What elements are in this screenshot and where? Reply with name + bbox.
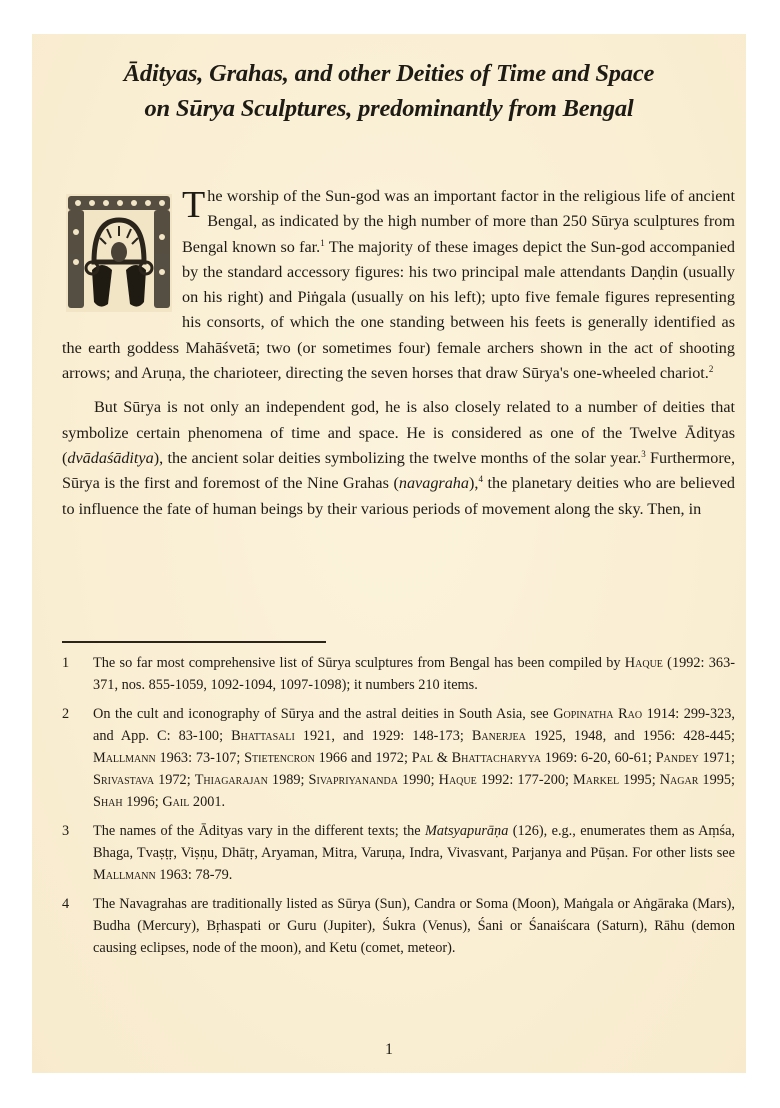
author-citation: Thiagarajan [194, 772, 268, 788]
footnote-text-run: 1921, and 1929: 148-173; [294, 728, 472, 744]
footnote-text-run: 1963: 78-79. [155, 867, 233, 883]
footnote-separator [62, 641, 326, 643]
paragraph-1 [62, 184, 735, 386]
author-citation: Banerjea [471, 728, 526, 744]
paragraph-1-text-cont: The majority of these images depict the Sun-god accompanied by the standard accessory figures: his two principal male attendants Daṇḍin (usually on his right) and Piṅgala (usually on his left); upto five female figures representing his consorts, of which the one standing between his feets is generally identified as the earth goddess Mahāśvetā; two (or sometimes four) female archers shown in the act of shooting arrows; and Aruṇa, the charioteer, directing the seven horses that draw Sūrya's one-wheeled chariot. [62, 237, 735, 383]
book-page [32, 34, 746, 1073]
term-navagraha: navagraha [398, 474, 469, 493]
paragraph-1-text: he worship of the Sun-god was an important factor in the religious life of ancient Bengal, as indicated by the high number of more than 250 Sūrya sculptures from Bengal known so far. [182, 187, 735, 256]
footnote-text [93, 893, 735, 959]
footnote-text-run: 1914: 299-323, and App. C: 83-100; [93, 706, 735, 744]
footnote-text-run: 1995; [698, 772, 735, 788]
footnotes [62, 652, 735, 966]
footnote-1 [62, 652, 735, 696]
footnote-ref-2[interactable]: 2 [708, 364, 714, 375]
author-citation: Sivapriyananda [308, 772, 398, 788]
author-citation: Shah [93, 794, 123, 810]
author-citation: Mallmann [93, 750, 156, 766]
footnote-text-run: The names of the Ādityas vary in the different texts; the [93, 823, 425, 839]
author-citation: Stietencron [244, 750, 315, 766]
footnote-text-run: (126), e.g., enumerates them as Aṃśa, Bhaga, Tvaṣṭṛ, Viṣṇu, Dhātṛ, Aryaman, Mitra, Varuṇa, Indra, Vivasvant, Parjanya and Pūṣan. For other lists see [93, 823, 736, 861]
footnote-text-run: 1925, 1948, and 1956: 428-445; [525, 728, 736, 744]
footnote-2 [62, 703, 735, 813]
footnote-text-run: The Navagrahas are traditionally listed as Sūrya (Sun), Candra or Soma (Moon), Maṅgala or Aṅgāraka (Mars), Budha (Mercury), Bṛhaspati or Guru (Jupiter), Śukra (Venus), Śani or Śanaiścara (Saturn), Rāhu (demon causing eclipses, node of the moon), and Ketu (comet, meteor). [93, 896, 735, 956]
footnote-text [93, 820, 735, 886]
footnote-text-run: 1996; [122, 794, 163, 810]
author-citation: Gopinatha Rao [553, 706, 643, 722]
paragraph-2 [62, 395, 735, 521]
footnote-text-run: 1963: 73-107; [155, 750, 245, 766]
chapter-title [32, 56, 746, 126]
footnote-text-run: 1966 and 1972; [314, 750, 412, 766]
italic-term: Matsyapurāṇa [424, 823, 509, 839]
author-citation: Srivastava [93, 772, 155, 788]
footnote-text-run: 1971; [698, 750, 736, 766]
footnote-text-run: 1990; [397, 772, 439, 788]
author-citation: Markel [573, 772, 620, 788]
chapter-title-line-2: on Sūrya Sculptures, predominantly from Bengal [144, 95, 634, 122]
footnote-number: 1 [62, 655, 70, 671]
author-citation: Pandey [655, 750, 699, 766]
footnote-text-run: 2001. [189, 794, 226, 810]
chapter-title-line-1: Ādityas, Grahas, and other Deities of Time and Space [123, 60, 655, 87]
footnote-3 [62, 820, 735, 886]
paragraph-2-text-d: ), [469, 474, 479, 493]
footnote-text [93, 703, 735, 813]
footnote-text [93, 652, 735, 696]
footnote-number: 4 [62, 896, 70, 912]
sun-god-vignette-icon [62, 192, 176, 316]
author-citation: Haque [438, 772, 477, 788]
author-citation: Gail [162, 794, 190, 810]
paragraph-2-text-c: Furthermore, Sūrya is the first and foremost of the Nine Grahas ( [62, 448, 735, 493]
term-dvadasaditya: dvādaśāditya [67, 448, 154, 467]
body-text [62, 184, 735, 522]
paragraph-2-text-b: ), the ancient solar deities symbolizing the twelve months of the solar year. [153, 448, 642, 467]
author-citation: Mallmann [93, 867, 156, 883]
paragraph-2-text-e: the planetary deities who are believed to influence the fate of human beings by their various periods of movement along the sky. Then, in [62, 474, 735, 518]
footnote-text-run: 1972; [154, 772, 195, 788]
footnote-4 [62, 893, 735, 959]
paragraph-2-text: But Sūrya is not only an independent god, he is also closely related to a number of deities that symbolize certain phenomena of time and space. He is considered as one of the Twelve Ādityas ( [62, 398, 735, 467]
author-citation: Nagar [659, 772, 699, 788]
footnote-number: 3 [62, 823, 70, 839]
author-citation: Haque [624, 655, 663, 671]
drop-cap-letter: T [182, 184, 206, 226]
footnote-text-run: 1995; [619, 772, 660, 788]
author-citation: Bhattasali [231, 728, 295, 744]
footnote-text-run: (1992: 363-371, nos. 855-1059, 1092-1094, 1097-1098); it numbers 210 items. [93, 655, 735, 693]
page-number: 1 [385, 1041, 393, 1058]
footnote-ref-4[interactable]: 4 [478, 474, 483, 485]
footnote-text-run: 1989; [267, 772, 309, 788]
footnote-ref-1[interactable]: 1 [320, 237, 325, 248]
author-citation: Pal & Bhattacharyya [411, 750, 541, 766]
footnote-text-run: 1992: 177-200; [476, 772, 574, 788]
footnote-text-run: 1969: 6-20, 60-61; [540, 750, 656, 766]
footnote-text-run: The so far most comprehensive list of Sūrya sculptures from Bengal has been compiled by [93, 655, 625, 671]
footnote-number: 2 [62, 706, 70, 722]
footnote-text-run: On the cult and iconography of Sūrya and the astral deities in South Asia, see [93, 706, 554, 722]
footnote-ref-3[interactable]: 3 [641, 448, 646, 459]
